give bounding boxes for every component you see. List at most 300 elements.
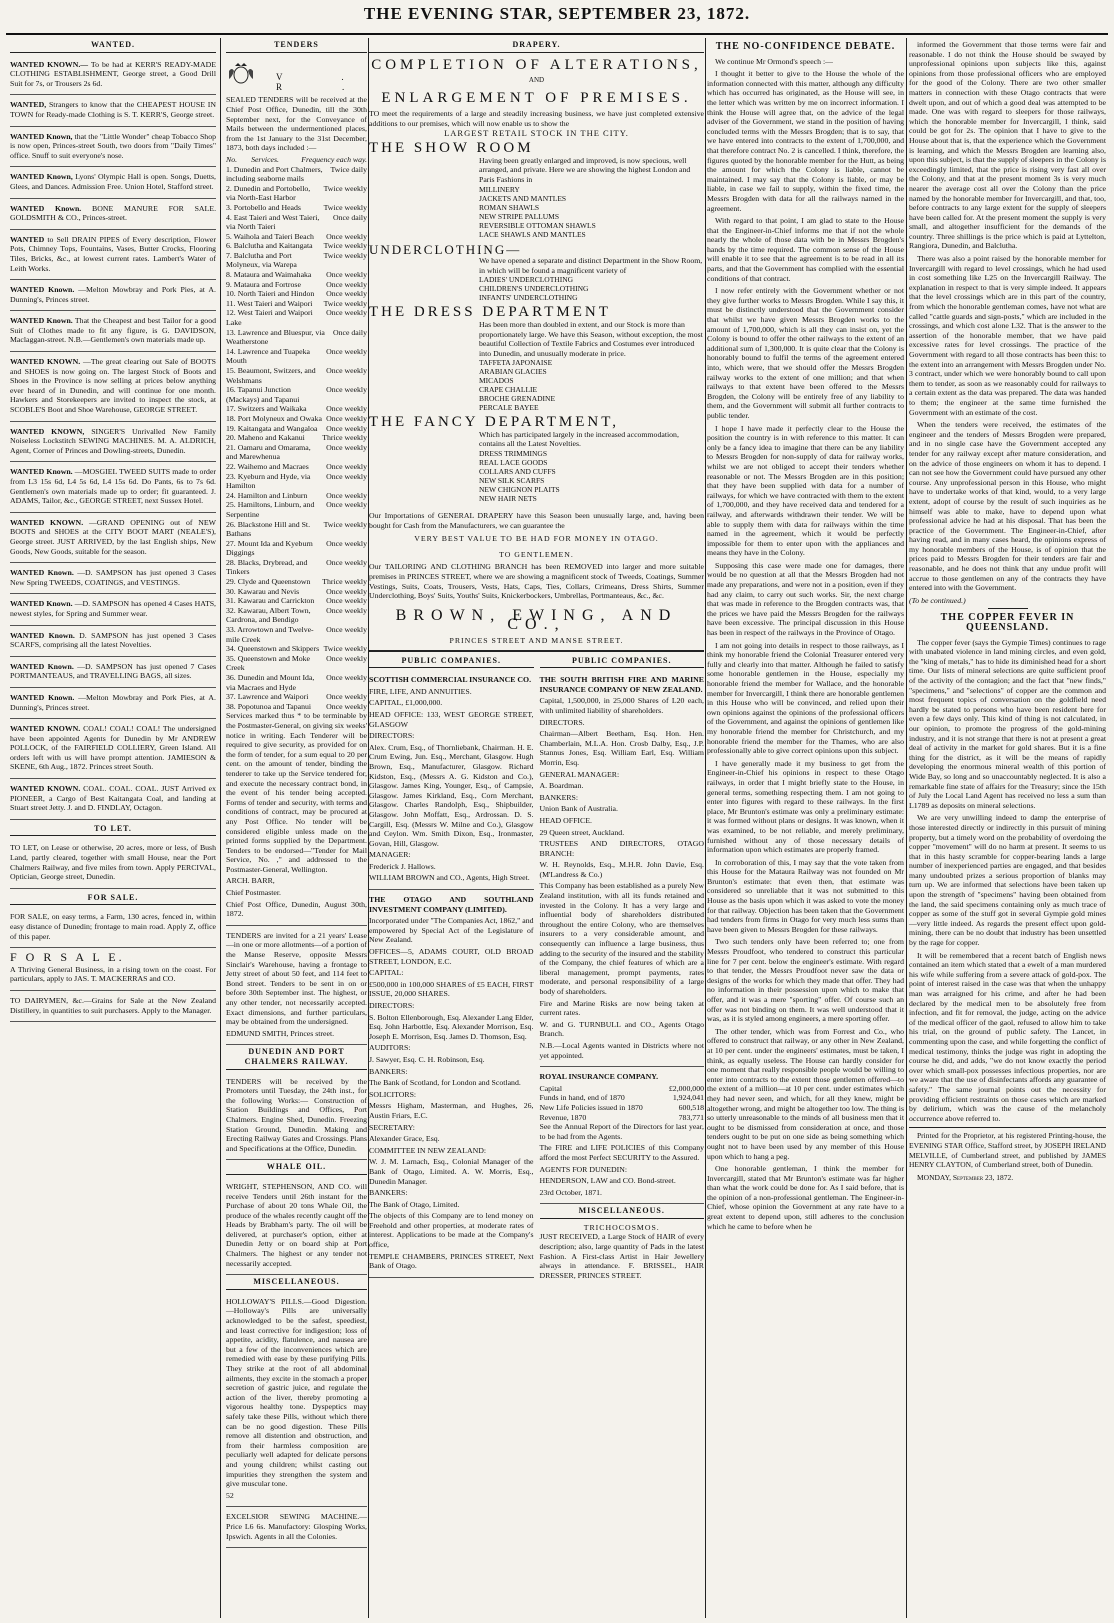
holloway-number: 52 bbox=[226, 1490, 234, 1500]
mail-route-row bbox=[226, 280, 367, 290]
osi-office: OFFICES—5, ADAMS COURT, OLD BROAD STREET, LONDON, E.C. bbox=[369, 947, 534, 966]
scottish-directors: Alex. Crum, Esq., of Thornliebank, Chairman. H. E. Crum Ewing, Jun. Esq., Merchant, Glasgow. Hugh Brown, Esq., Manufacturer, Glasgow. Richard Kidston, Esq., (Messrs A. G. Kidston and Co.), Glasgow. James King, Younger, Esq., of Campsie, Glasgow. James Kirkland, Esq., Corn Merchant, Glasgow. Charles Randolph, Esq., Shipbuilder, Glasgow. John Moffatt, Esq., Ardrossan. D. S. Cargill, Esq. (Messrs W. Milne and Co.), Glasgow and Ceylon. Wm. Smith Dixon, Esq., Ironmaster, Govan, Hill, Glasgow. bbox=[369, 742, 534, 848]
wanted-ad-text bbox=[10, 204, 216, 223]
article-paragraph: We are very unwilling indeed to damp the enterprise of those interested directly or indirectly in this pursuit of mining property, but a timely word on the probability of overdoing the copper "movement" will do no harm at present. It seems to us that in this hasty scramble for copper-bearing lands a large number of inexperienced parties are engaged, and that besides many undoubted prizes a serious proportion of blanks may turn up. We are informed that selections have been taken up upon the strength of "specimens" having been obtained from the land, the said specimens containing only as much trace of copper as some of the stuff got in several Gympie gold mines—very little indeed. As regards the present effect upon gold-mining, there can be no doubt that industry has been unsettled by the rage for copper. bbox=[909, 813, 1106, 948]
mail-route-frequency: Once weekly bbox=[326, 366, 367, 375]
section-header-whale-oil: WHALE OIL. bbox=[226, 1162, 367, 1175]
wanted-ad-body: —Melton Mowbray and Pork Pies, at A. Dunning's, Princes street. bbox=[10, 285, 216, 304]
section-header-misc: MISCELLANEOUS. bbox=[226, 1277, 367, 1290]
osi-secretary: Alexander Grace, Esq. bbox=[369, 1134, 440, 1144]
mail-route-service: 27. Mount Ida and Kyeburn Diggings bbox=[226, 538, 313, 558]
column-divider bbox=[906, 38, 907, 1618]
mail-route-service: 37. Lawrence and Waipori bbox=[226, 692, 309, 702]
mail-route-service: 19. Kaitangata and Wangaloa bbox=[226, 423, 318, 433]
column-continued bbox=[909, 40, 1106, 1616]
public-companies-left bbox=[369, 656, 534, 1281]
wanted-ad bbox=[10, 201, 216, 230]
drapery-intro: TO meet the requirements of a large and steadily increasing business, we have just completed extensive additions to our premises, which will now enable us to show the bbox=[369, 109, 704, 128]
wanted-ad-body: COAL. COAL. COAL. JUST Arrived ex PIONEER, a Cargo of Best Kaitangata Coal, and landing at Stuart street Jetty. J. and D. FINDLAY, Octagon. bbox=[10, 784, 216, 813]
mail-route-service: 10. North Taieri and Hindon bbox=[226, 289, 315, 299]
wanted-ad-caption: WANTED Known, bbox=[10, 131, 73, 141]
mail-route-frequency: Once weekly bbox=[326, 346, 367, 356]
sb-directors: Chairman—Albert Beetham, Esq. Hon. Hen. Chamberlain, M.L.A. Hon. Crosb Dalby, Esq., J.P. Stannus Jones, Esq. William Earl, Esq. William Morrin, Esq. bbox=[539, 729, 704, 767]
mail-route-frequency: Once weekly bbox=[326, 490, 367, 500]
dairymen-ad bbox=[10, 993, 216, 1022]
drapery-imports: Our Importations of GENERAL DRAPERY have this Season been unusually large, and, having been bought for Cash from the Manufacturers, we can guarantee the bbox=[369, 511, 704, 530]
mail-route-row bbox=[226, 539, 367, 558]
sb-title: THE SOUTH BRITISH FIRE AND MARINE INSURANCE COMPANY OF NEW ZEALAND. bbox=[539, 675, 704, 694]
article-paragraph: When the tenders were received, the estimates of the engineer and the tenders of Messrs Brogden were prepared, and in no single case have the Government accepted any tender for any railway except after mature consideration, and on the advice of those engineers on whom it has to depend. I can not see how the Government could have pursued any other course. Any unprofessional person in this House, who might have to undertake works of that kind, would, to a very large extent, adopt of course by the result of such inquiries as he himself was able to make, have to depend upon what professional advice he had at his disposal. That has been the practice of the Government. The Engineer-in-Chief, after having read, and in many cases heard, the opinions express of my honorable members of the House, is of opinion that the prices paid to Messrs Brogden for their tenders are fair and reasonable, and he does not think that any undue profit will accrue to those gentlemen on any of the contracts they have entered into with the Government. bbox=[909, 420, 1106, 593]
mail-route-row bbox=[226, 184, 367, 203]
mail-route-frequency: Once daily bbox=[333, 212, 367, 222]
wanted-ad-text bbox=[10, 235, 216, 273]
mail-route-service: 12. West Taieri and Waipori Lake bbox=[226, 308, 313, 328]
mail-route-row bbox=[226, 165, 367, 184]
forsale-business-text: A Thriving General Business, in a rising town on the coast. For particulars, apply to JAS. T. MACKERRAS and CO. bbox=[10, 964, 216, 984]
show-room-items bbox=[479, 185, 704, 239]
mail-route-service: 35. Queenstown and Moke Creek bbox=[226, 653, 311, 673]
divider bbox=[988, 608, 1028, 609]
mail-route-frequency: Once weekly bbox=[326, 413, 367, 423]
royal-figure-label: Revenue, 1870 bbox=[539, 1112, 587, 1122]
osi-objects: The objects of this Company are to lend money on Freehold and other properties, at moderate rates of interest. Applications to be made at the Company's office, bbox=[369, 1211, 534, 1250]
dress-item: BROCHE GRENADINE bbox=[479, 394, 556, 404]
lease-tender-signature: EDMUND SMITH, Princes street. bbox=[226, 1028, 335, 1038]
show-room-title: THE SHOW ROOM bbox=[369, 140, 534, 157]
article-paragraph: There was also a point raised by the honorable member for Invercargill with regard to level crossings, which he had used in cost something like L25 on the Invercargill Railway. The explanation in respect to that is very simple indeed. It appears that the level crossings which are in this part of the country, from which the honorable gentleman comes, have not what are called "cattle guards and sign-posts," which are included in the crossings, and which cost alone L32. That is the answer to the assertion of the honorable member, that we have paid excessive rates for level crossings. The practice of the Government with regard to all those contracts has been this: to the extent into an arrangement with Messrs Brogden under No. 3 contract, under which we were honorably bound to call upon them to tender, as soon as we reasonably could for railways to a certain extent as the data was prepared. The data was handed to them; the engineer at the same time furnished the Government with an estimate of the cost. bbox=[909, 254, 1106, 417]
osi-title: THE OTAGO AND SOUTHLAND INVESTMENT COMPANY (LIMITED). bbox=[369, 895, 534, 914]
wanted-ad-text bbox=[10, 784, 216, 813]
fancy-item: COLLARS AND CUFFS bbox=[479, 467, 556, 477]
mail-route-service: 2. Dunedin and Portobello, via North-East Harbor bbox=[226, 183, 311, 203]
article-paragraph: The copper fever (says the Gympie Times) continues to rage with unabated violence in land mining circles, and even gold, the "king of metals," has to hide its diminished head for a short time. Our lists of mineral selections are quite sufficient proof of the activity of the contagion; and the fact that "new finds," "specimens," and "selections" of copper are the common and most frequent topics of conversation on the goldfield need hardly be stated to persons who have been resident here for even a few days only. This kind of thing is not calculated, in our opinion, to promote the progress of the gold-mining industry, and it is not strange that there is not at present a great deal of activity in the market for gold shares. But it is a fine thing for the district, as it will be the means of rapidly developing the enormous mineral wealth of this portion of Wide Bay, so long and so unaccountably neglected. It is also a remarkable fine state of affairs for the Treasury; since the 15th of July the Local Land Agent has received no less a sum than L1789 as deposits on mineral selections. bbox=[909, 637, 1106, 810]
section-header-forsale: FOR SALE. bbox=[10, 893, 216, 906]
mail-route-row bbox=[226, 251, 367, 270]
masthead-rule bbox=[6, 33, 1108, 35]
mail-route-service: 7. Balclutha and Port Molyneux, via Warepa bbox=[226, 250, 297, 270]
mail-route-service: 1. Dunedin and Port Chalmers, including seaborne mails bbox=[226, 164, 323, 184]
mail-table-head-no: No. bbox=[226, 154, 238, 164]
dress-item: ARABIAN GLACIES bbox=[479, 367, 547, 377]
mail-route-service: 9. Mataura and Fortrose bbox=[226, 279, 301, 289]
royal-agents: HENDERSON, LAW and CO. Bond-street. bbox=[539, 1176, 676, 1186]
wanted-ad-body: —Melton Mowbray and Pork Pies, at A. Dunning's, Princes street. bbox=[10, 692, 216, 712]
mail-route-row bbox=[226, 241, 367, 251]
wanted-ad-text bbox=[10, 60, 216, 89]
mail-tender-intro: SEALED TENDERS will be received at the Chief Post Office, Dunedin, till the 30th September next, for the Conveyance of Mails between the undermentioned places, from the 1st January to the 31st December, 1873, both days included :— bbox=[226, 95, 367, 153]
tolet-text: TO LET, on Lease or otherwise, 20 acres, more or less, of Bush Land, partly cleared, together with small House, near the Port Chalmers Railway, and five miles from town. Apply PERCIVAL, Optician, George street, Dunedin. bbox=[10, 843, 216, 882]
show-room-text: Having been greatly enlarged and improved, is now specious, well arranged, and private. Here we are showing the highest London and Paris Fashions in bbox=[479, 155, 691, 184]
wanted-ad-caption: WANTED Known. bbox=[10, 467, 73, 477]
osi-solicitors-heading: SOLICITORS: bbox=[369, 1089, 417, 1099]
mail-route-row bbox=[226, 404, 367, 414]
mail-route-frequency: Once weekly bbox=[326, 625, 367, 635]
royal-figure-row bbox=[540, 1103, 705, 1113]
mail-tender-ad bbox=[226, 92, 367, 925]
mail-route-frequency: Once weekly bbox=[326, 500, 367, 510]
sb-directors-heading: DIRECTORS. bbox=[539, 717, 585, 727]
postmaster-date: Chief Post Office, Dunedin, August 30th, 1872. bbox=[226, 899, 367, 919]
royal-crest-icon bbox=[226, 61, 256, 85]
osi-auditors-heading: AUDITORS: bbox=[369, 1043, 411, 1053]
mail-route-frequency: Once weekly bbox=[326, 404, 367, 414]
forsale-ad bbox=[10, 909, 216, 948]
mail-route-row bbox=[226, 587, 367, 597]
scottish-capital: CAPITAL, £1,000,000. bbox=[369, 698, 443, 708]
royal-figure-label: Funds in hand, end of 1870 bbox=[539, 1093, 625, 1103]
fancy-item: REAL LACE GOODS bbox=[479, 458, 548, 468]
article-paragraph: Supposing this case were made one for damages, there would be no question at all that the Messrs Brogden had not made any preparations, and were not in a position, even if they had any claim, to carry out such works. Sir, the next charge that was made in reference to the Brogden contracts was, that the prices we have paid the Messrs Brogden for the railways have been excessive. The principal discussion in this House has been in respect of the railways in the Province of Otago. bbox=[707, 560, 904, 638]
mail-route-row bbox=[226, 328, 367, 347]
mail-route-row bbox=[226, 299, 367, 309]
south-british-ad bbox=[540, 672, 705, 1067]
sb-rates: Fire and Marine Risks are now being taken at current rates. bbox=[539, 998, 704, 1018]
wanted-ad-body: —GRAND OPENING out of NEW BOOTS and SHOES at the CITY BOOT MART (NEALE'S), George street. JUST ARRIVED, by the last English ships, New Goods, New Goods, suitable for the season. bbox=[10, 517, 217, 556]
article-title-copper-fever: THE COPPER FEVER IN QUEENSLAND. bbox=[940, 612, 1075, 634]
mail-route-row bbox=[226, 443, 367, 462]
osi-address: TEMPLE CHAMBERS, PRINCES STREET, Next Bank of Otago. bbox=[369, 1251, 534, 1271]
mail-route-service: 34. Queenstown and Skippers bbox=[226, 644, 320, 654]
mail-route-service: 24. Hamilton and Linburn bbox=[226, 490, 308, 500]
scottish-insurance-ad bbox=[369, 672, 534, 890]
mail-route-row bbox=[226, 673, 367, 692]
railway-tender-ad bbox=[226, 1074, 367, 1161]
wanted-ad bbox=[10, 282, 216, 311]
mail-route-service: 20. Maheno and Kakanui bbox=[226, 433, 305, 443]
dress-department-items bbox=[479, 358, 704, 412]
wanted-ad-caption: WANTED Known. bbox=[10, 599, 73, 609]
fancy-item: NEW HAIR NETS bbox=[479, 494, 537, 504]
mail-route-frequency: Thrice weekly bbox=[322, 577, 367, 587]
osi-capital-heading: CAPITAL: bbox=[369, 968, 404, 978]
drapery-firm-name: BROWN, EWING, AND CO., bbox=[395, 606, 678, 634]
sb-trustees-heading: TRUSTEES AND DIRECTORS, OTAGO BRANCH: bbox=[539, 839, 704, 858]
underclothing-item: CHILDREN'S UNDERCLOTHING bbox=[479, 284, 589, 294]
underclothing-item: INFANTS' UNDERCLOTHING bbox=[479, 293, 578, 303]
mail-route-frequency: Once weekly bbox=[326, 308, 367, 318]
wanted-ad bbox=[10, 628, 216, 657]
imprint bbox=[909, 1127, 1106, 1182]
dress-department-text: Has been more than doubled in extent, and our Stock is more than proportionately large. We have this Season, without exception, the most beautiful Collection of Textile Fabrics and Costumes ever introduced into Dunedin, and unusually moderate in price. bbox=[479, 319, 703, 358]
drapery-title-and: AND bbox=[528, 76, 545, 85]
masthead: THE EVENING STAR, SEPTEMBER 23, 1872. bbox=[363, 4, 751, 23]
to-be-continued: (To be continued.) bbox=[909, 595, 966, 605]
mail-route-row bbox=[226, 232, 367, 242]
article-paragraph: I am not going into details in respect to those railways, as I think my honorable friend the Colonial Treasurer entered very fully and clearly into that matter. Although he failed to satisfy some honorable gentlemen in the House, especially my honorable friend the member for Wallace, and the honorable member for Invercargill, I think there are honorable gentlemen in this House who will be convinced, and relied upon their own opinions against the opinions of the professional officers of the Government, and against the opinions of gentlemen like my honorable friend the member for Christchurch, and my honorable friend the member for the Thames, who are also professionally able to give correct opinions upon this subject. bbox=[707, 640, 904, 756]
drapery-largest-stock: LARGEST RETAIL STOCK IN THE CITY. bbox=[444, 127, 629, 138]
mail-route-row bbox=[226, 644, 367, 654]
royal-figure-row bbox=[540, 1113, 705, 1123]
show-room-item: ROMAN SHAWLS bbox=[479, 202, 540, 212]
wanted-ad-text bbox=[10, 631, 216, 650]
royal-figure-value: 783,771 bbox=[678, 1112, 704, 1122]
section-header-tolet: TO LET. bbox=[10, 824, 216, 837]
article-body-continued bbox=[909, 40, 1106, 593]
wanted-ad-caption: WANTED Known. bbox=[10, 630, 75, 640]
fancy-item: NEW SILK SCARFS bbox=[479, 476, 545, 486]
mail-route-service: 18. Port Molyneux and Owaka bbox=[226, 413, 322, 423]
fancy-department-text: Which has participated largely in the increased accommodation, contains all the Latest Novelties. bbox=[479, 429, 679, 449]
section-header-railway: DUNEDIN AND PORT CHALMERS RAILWAY. bbox=[226, 1047, 367, 1069]
scottish-office: HEAD OFFICE: 133, WEST GEORGE STREET, GLASGOW bbox=[369, 709, 534, 729]
osi-bankers-heading: BANKERS: bbox=[369, 1066, 408, 1076]
mail-route-row bbox=[226, 491, 367, 501]
mail-route-service: 26. Blackstone Hill and St. Bathans bbox=[226, 519, 311, 539]
wanted-ad-body: BONE MANURE FOR SALE. GOLDSMITH & CO., Princes-street. bbox=[10, 203, 217, 223]
mail-route-frequency: Thrice weekly bbox=[322, 433, 367, 443]
wanted-ad-body: COAL! COAL! COAL! The undersigned have been appointed Agents for Dunedin by Mr ANDREW POLLOCK, of the FAIRFIELD COLLIERY, Green Island. All orders left with us will have prompt attention. JAMIESON & SKENE, 6th Aug., 1872. Princes street South. bbox=[10, 724, 217, 772]
wanted-ad-caption: WANTED Known. bbox=[10, 692, 75, 702]
column-divider bbox=[220, 38, 221, 1618]
royal-figure-row bbox=[540, 1084, 705, 1094]
dress-item: PERCALE BAYEE bbox=[479, 403, 539, 413]
mail-route-row bbox=[226, 500, 367, 519]
railway-tender-text: TENDERS will be received by the Promoters until Tuesday, the 24th inst., for the following Works:— Construction of Station Buildings and Offices, Port Chalmers. Engine Shed, Dunedin. Freezing Station Ground, Dunedin. Making and Erecting Railway Gates and Crossings. Plans and Specifications at the Office, Dunedin. bbox=[226, 1076, 367, 1153]
article-paragraph: The other tender, which was from Forrest and Co., who offered to construct that railway, or any other in New Zealand, at 10 per cent. under the engineers' estimates, must be taken, I think, as equally useless. The House can hardly consider for one moment that really responsible people would be willing to enter into contracts to the extent those gentlemen offered—to the extent of a million—at 10 per cent. under estimates which they had never seen, and which, for all they knew, might be altogether wrong, and might be altogether too low. The thing is so utterly unreasonable to the minds of all business men that it ought to be dismissed from consideration at once, and those tenders ought to be put on one side as being something which ought not to have been used by any member of this House upon which to hang a peg. bbox=[707, 1026, 904, 1161]
article-intro: We continue Mr Ormond's speech :— bbox=[715, 56, 833, 66]
wanted-ad-body: That the Cheapest and best Tailor for a good Suit of Clothes made to fit any figure, is G. DAVIDSON, Maclaggan-street. N.B.—Gentlemen's own materials made up. bbox=[10, 316, 216, 345]
mail-route-frequency: Twice weekly bbox=[323, 298, 367, 308]
fancy-department-title: THE FANCY DEPARTMENT, bbox=[369, 414, 620, 431]
underclothing-items bbox=[479, 275, 704, 302]
excelsior-ad bbox=[226, 1509, 367, 1548]
mail-route-row bbox=[226, 414, 367, 424]
mail-route-frequency: Once weekly bbox=[326, 442, 367, 452]
royal-figure-value: £2,000,000 bbox=[668, 1083, 704, 1093]
section-header-public-companies-left: PUBLIC COMPANIES. bbox=[369, 656, 534, 669]
imprint-date: MONDAY, September 23, 1872. bbox=[917, 1172, 1014, 1182]
wanted-ad-caption: WANTED Known. bbox=[10, 203, 82, 213]
wanted-ad-text bbox=[10, 132, 216, 161]
article-paragraph: In corroboration of this, I may say that the vote taken from this House for the Mataura Railway was not founded on Mr Brunton's estimate: that even then, that estimate was considered so unreliable that it was not submitted to this House as the basis upon which it was asked to vote the money for that railway. Objection has been taken that the Government had tenders from firms in Otago for very much less sums than have been given to Messrs Brogden for these railways. bbox=[707, 857, 904, 934]
mail-route-service: 6. Balclutha and Kaitangata bbox=[226, 241, 313, 251]
public-companies bbox=[369, 656, 704, 1281]
mail-route-frequency: Once weekly bbox=[326, 385, 367, 395]
osi-nz-bankers-heading: BANKERS: bbox=[369, 1188, 408, 1198]
mail-route-row bbox=[226, 213, 367, 232]
forsale-business-title: F O R S A L E. bbox=[10, 950, 125, 965]
royal-report: See the Annual Report of the Directors for last year, to be had from the Agents. bbox=[539, 1122, 704, 1141]
royal-figures bbox=[540, 1084, 705, 1122]
wanted-ad-text bbox=[10, 599, 216, 618]
mail-route-row bbox=[226, 606, 367, 625]
tolet-ad bbox=[10, 840, 216, 888]
mail-route-row bbox=[226, 366, 367, 385]
mail-route-frequency: Once weekly bbox=[326, 231, 367, 241]
mail-route-service: 3. Portobello and Heads bbox=[226, 202, 301, 212]
column-divider bbox=[705, 38, 706, 1618]
mail-route-row bbox=[226, 424, 367, 434]
mail-route-service: 29. Clyde and Queenstown bbox=[226, 577, 311, 587]
imprint-text: Printed for the Proprietor, at his registered Printing-house, the EVENING STAR Office, Stafford street, by JOSEPH IRELAND MELVILLE, of Cumberland street, and published by JAMES HENRY CLAYTON, of Cumberland street, both of Dunedin. bbox=[909, 1131, 1106, 1170]
drapery-title-enlargement: ENLARGEMENT OF PREMISES. bbox=[381, 89, 692, 106]
otago-investment-ad bbox=[369, 892, 534, 1278]
section-header-misc-2: MISCELLANEOUS. bbox=[540, 1206, 705, 1219]
show-room-item: MILLINERY bbox=[479, 184, 520, 194]
mail-route-row bbox=[226, 308, 367, 327]
column-wanted bbox=[10, 40, 216, 1616]
holloway-text: HOLLOWAY'S PILLS.—Good Digestion.—Holloway's Pills are universally acknowledged to be the safest, speediest, and least corrective for indigestion; loss of appetite, acidity, flatulence, and nausea are but a few of the inconveniences which are remedied with ease by these purifying Pills. They strike at the root of all abdominal ailments, they excite in the stomach a proper secretion of gastric juice, and regulate the action of the liver, thereby promoting a vigorous healthy tone. Dyspeptics may safely take these Pills, without which there can be no good digestion. These Pills remove all distention and obstruction, and from their harmless composition are peculiarly well adapted for delicate persons and young children; whilst casting out impurities they strengthen the system and give muscular tone. bbox=[226, 1296, 367, 1489]
drapery-best-value: VERY BEST VALUE TO BE HAD FOR MONEY IN OTAGO. bbox=[414, 534, 659, 544]
mail-route-frequency: Once weekly bbox=[326, 653, 367, 663]
mail-route-frequency: Twice weekly bbox=[323, 519, 367, 529]
sb-agents: W. and G. TURNBULL and CO., Agents Otago Branch. bbox=[539, 1019, 704, 1039]
mail-route-frequency: Once weekly bbox=[326, 423, 367, 433]
wanted-ad-text bbox=[10, 568, 216, 587]
mail-table-head-services: Services. bbox=[251, 154, 280, 164]
wanted-ad-caption: WANTED Known. bbox=[10, 661, 74, 671]
mail-route-row bbox=[226, 596, 367, 606]
wanted-ad-body: Strangers to know that the CHEAPEST HOUSE IN TOWN for Ready-made Clothing is S. T. KERR'S, George street. bbox=[10, 100, 216, 119]
osi-solicitors: Messrs Higham, Masterman, and Hughes, 26, Austin Friars, E.C. bbox=[369, 1101, 534, 1120]
underclothing-item: LADIES' UNDERCLOTHING bbox=[479, 275, 574, 285]
royal-date: 23rd October, 1871. bbox=[539, 1187, 602, 1197]
wanted-ad-body: —D. SAMPSON has opened 4 Cases HATS, newest styles, for Spring and Summer wear. bbox=[10, 599, 217, 618]
osi-committee: W. J. M. Larnach, Esq., Colonial Manager of the Bank of Otago, Limited. A. W. Morris, Esq., Dunedin Manager. bbox=[369, 1157, 534, 1186]
wanted-ad-caption: WANTED KNOWN. bbox=[10, 724, 81, 734]
sb-trustees: W. H. Reynolds, Esq., M.H.R. John Davie, Esq. (M'Landress & Co.) bbox=[539, 860, 704, 879]
wanted-ad-text bbox=[10, 724, 216, 772]
wanted-ad-body: D. SAMPSON has just opened 3 Cases SCARFS, comprising all the latest Novelties. bbox=[10, 630, 217, 650]
mail-route-row bbox=[226, 347, 367, 366]
mail-route-service: 23. Kyeburn and Hyde, via Hamilton bbox=[226, 471, 311, 491]
sb-manager-heading: GENERAL MANAGER: bbox=[539, 769, 620, 779]
article-paragraph: informed the Government that those terms were fair and reasonable. I do not think the House should be swayed by unprofessional opinions upon subjects like this, against opinions from those professional officers who are employed for the good of the Colony. There are two other smaller matters in connection with these Otago contracts that were dwelt upon, and out of which a good deal was attempted to be made. One was with regard to sleepers for those railways, which the honorable member for Invercargill, I think, said could be got for 2s. The opinion that I have to give to the House about that is, that the experience which the Government is learning, and which the Messrs Brogden are learning also, upon this subject, is that the supply of sleepers in the Colony is exceedingly limited, that the price is rising very fast all over the Colony, and that at the present moment 3s is very much nearer the average cost all over the Colony than the price named by the honorable member for Invercargill, and that, too, before contracts to any large extent for the supply of sleepers have been called for. At the present moment the supply is very small, and altogether insufficient for the demands of the country. Three shillings is the price which is paid at Lyttelton, Rangiora, Dunedin, and Balclutha. bbox=[909, 40, 1106, 251]
mail-route-frequency: Once weekly bbox=[326, 673, 367, 682]
wanted-ad bbox=[10, 781, 216, 820]
royal-title: ROYAL INSURANCE COMPANY. bbox=[539, 1072, 659, 1082]
show-room-item: REVERSIBLE OTTOMAN SHAWLS bbox=[479, 220, 596, 230]
wanted-ad-caption: WANTED bbox=[10, 234, 45, 244]
royal-figure-row bbox=[540, 1093, 705, 1103]
section-header-tenders: TENDERS bbox=[226, 40, 367, 53]
drapery-title-completion: COMPLETION OF ALTERATIONS, bbox=[371, 56, 702, 73]
mail-route-frequency: Twice weekly bbox=[323, 241, 367, 251]
wanted-ad bbox=[10, 313, 216, 352]
article-paragraph: With regard to that point, I am glad to state to the House that the Engineer-in-Chief informs me that if not the whole nearly the whole of those data with be in Messrs Brogden's hands by the time required. The common sense of the House will enable it to see that the agreement is to be read in all its parts, and that the Government has complied with the essential conditions of that contract. bbox=[707, 216, 904, 283]
royal-insurance-ad bbox=[540, 1069, 705, 1204]
sb-office: 29 Queen street, Auckland. bbox=[539, 827, 625, 837]
wanted-ad bbox=[10, 565, 216, 594]
mail-route-service: 16. Tapanui Junction (Mackays) and Tapanui bbox=[226, 385, 300, 404]
mail-route-service: 33. Arrowtown and Twelve-mile Creek bbox=[226, 625, 314, 644]
mail-route-frequency: Once weekly bbox=[326, 289, 367, 299]
wanted-ad-text bbox=[10, 662, 216, 681]
wanted-ad bbox=[10, 515, 216, 563]
wanted-ad bbox=[10, 129, 216, 168]
dairymen-text: TO DAIRYMEN, &c.—Grains for Sale at the New Zealand Distillery, in quantities to suit purchasers. Apply to the Manager. bbox=[10, 995, 216, 1015]
mail-route-row bbox=[226, 520, 367, 539]
holloway-ad bbox=[226, 1294, 367, 1507]
section-header-wanted: WANTED. bbox=[10, 40, 216, 53]
wanted-ad-body: —The great clearing out Sale of BOOTS and SHOES is now going on. The largest Stock of Boots and Shoes in the Province is now selling at prices below anything ever heard of in Dunedin, and will continue for one month. Hawkers and Storekeepers are invited to inspect the stock, at SCOBLE'S Boot and Shoe Warehouse, GEORGE STREET. bbox=[10, 357, 217, 415]
wanted-ad-body: to Sell DRAIN PIPES of Every description, Flower Pots, Chimney Tops, Fountains, Vases, Butter Crocks, Flooring Tiles, Bricks, &c., at lowest current rates. Lambert's Water of Leith Works. bbox=[10, 234, 216, 273]
wanted-ad bbox=[10, 232, 216, 280]
sb-text: This Company has been established as a purely New Zealand institution, with all its funds retained and invested in the Colony. It has a very large and influential body of shareholders distributed throughout the entire Colony, who are themselves insurers to a very considerable amount, and consequently can influence a large business, thus adding to the security of the insured and the stability of the Company, the chief features of which are a liberal management, prompt payments, rates moderate, and personal responsibility of a large body of shareholders. bbox=[539, 881, 704, 996]
osi-capital: £500,000 in 100,000 SHARES of £5 EACH, FIRST ISSUE, 20,000 SHARES. bbox=[369, 979, 534, 999]
mail-route-frequency: Once weekly bbox=[326, 701, 367, 711]
scottish-manager: Frederick J. Hallows. bbox=[369, 861, 436, 871]
wanted-ad bbox=[10, 596, 216, 625]
whale-oil-ad bbox=[226, 1179, 367, 1275]
postmaster-title: Chief Postmaster. bbox=[226, 888, 282, 898]
mail-route-service: 17. Switzers and Waikaka bbox=[226, 404, 307, 414]
mail-route-service: 14. Lawrence and Tuapeka Mouth bbox=[226, 346, 311, 366]
trichocosmos-text: JUST RECEIVED, a Large Stock of HAIR of every description; also, large quantity of Pads in the latest Fashion. A First-class Artist in Hair Jewellery always in attendance. F. BRISSEL, HAIR DRESSER, PRINCES STREET. bbox=[539, 1232, 704, 1280]
sb-bankers: Union Bank of Australia. bbox=[539, 804, 618, 814]
mail-table-header bbox=[226, 155, 367, 165]
osi-directors-heading: DIRECTORS: bbox=[369, 1001, 415, 1010]
column-no-confidence bbox=[707, 40, 904, 1616]
wanted-ad-caption: WANTED KNOWN. bbox=[10, 784, 81, 794]
mail-route-row bbox=[226, 654, 367, 673]
wanted-ad-text bbox=[10, 357, 216, 415]
mail-route-row bbox=[226, 289, 367, 299]
sb-manager: A. Boardman. bbox=[539, 781, 584, 791]
osi-directors: S. Bolton Ellenborough, Esq. Alexander Lang Elder, Esq. John Harbottle, Esq. Alexander Morrison, Esq. Joseph E. Morrison, Esq. James D. Thomson, Esq. bbox=[369, 1012, 534, 1041]
lease-tender-ad bbox=[226, 928, 367, 1046]
mail-route-frequency: Once weekly bbox=[326, 538, 367, 548]
mail-route-frequency: Once weekly bbox=[326, 596, 367, 606]
mail-route-frequency: Once weekly bbox=[326, 461, 367, 471]
mail-route-service: 25. Hamiltons, Linburn, and Serpentine bbox=[226, 500, 315, 519]
wanted-ad bbox=[10, 659, 216, 688]
sb-capital: Capital, 1,500,000, in 25,000 Shares of L20 each, with unlimited liability of shareholders. bbox=[539, 696, 704, 715]
show-room-item: JACKETS AND MANTLES bbox=[479, 193, 567, 203]
mail-route-row bbox=[226, 462, 367, 472]
article-paragraph: I thought it better to give to the House the whole of the information connected with this matter, although any difficulty which has occurred has originated, as the House will see, in the letter which was written by me on incorrect information. I think the House will agree that, on the advice of the legal adviser of the Government, we stand in the position of having concluded terms with the Messrs Brogden; that is to say, that we have entered into contracts to the extent of 1,700,000, and that therefore contract No. 2 is cancelled. I think, therefore, the figures quoted by the honorable member for the Hutt, as being the amount for which the Colony is liable, cannot be maintained. I may say that the Colony is liable, or may be liable, in case we fail to supply, within the fixed time, the Messrs Brogden with data for all the railways named in the agreement. bbox=[707, 69, 904, 213]
mail-route-frequency: Twice weekly bbox=[323, 644, 367, 654]
mail-route-frequency: Once daily bbox=[333, 327, 367, 337]
mail-route-frequency: Once weekly bbox=[326, 692, 367, 702]
scottish-directors-heading: DIRECTORS: bbox=[369, 731, 415, 741]
mail-route-service: 31. Kawarau and Carrickton bbox=[226, 596, 315, 606]
mail-route-row bbox=[226, 433, 367, 443]
scottish-manager-heading: MANAGER: bbox=[369, 850, 411, 860]
article-body bbox=[707, 69, 904, 1231]
mail-route-frequency: Once weekly bbox=[326, 557, 367, 567]
wanted-ad bbox=[10, 721, 216, 779]
mail-route-frequency: Once weekly bbox=[326, 279, 367, 289]
mail-route-row bbox=[226, 558, 367, 577]
wanted-ad bbox=[10, 424, 216, 463]
wanted-ad-body: that the "Little Wonder" cheap Tobacco Shop is now open, Princes-street South, two doors from "Daily Times" office. Snuff to suit everyone's nose. bbox=[10, 131, 216, 160]
wanted-ad-caption: WANTED KNOWN. bbox=[10, 517, 84, 527]
postmaster-signature: ARCH. BARR, bbox=[226, 876, 275, 886]
royal-figure-label: New Life Policies issued in 1870 bbox=[539, 1102, 643, 1112]
mail-route-service: 30. Kawarau and Nevis bbox=[226, 586, 300, 596]
wanted-ad bbox=[10, 464, 216, 512]
osi-incorporation: Incorporated under "The Companies Act, 1862," and empowered by Special Act of the Legislature of New Zealand. bbox=[369, 916, 534, 945]
wanted-ad-text bbox=[10, 693, 216, 712]
wanted-ad-caption: WANTED KNOWN, bbox=[10, 426, 85, 436]
royal-agents-heading: AGENTS FOR DUNEDIN: bbox=[539, 1164, 627, 1174]
mail-route-frequency: Twice weekly bbox=[323, 202, 367, 212]
show-room-item: NEW STRIPE PALLUMS bbox=[479, 211, 560, 221]
mail-route-row bbox=[226, 625, 367, 644]
mail-route-row bbox=[226, 577, 367, 587]
wanted-ad-caption: WANTED Known, bbox=[10, 172, 73, 182]
scottish-subtitle: FIRE, LIFE, AND ANNUITIES. bbox=[369, 686, 472, 696]
wanted-ad-body: SINGER'S Unrivalled New Family Noiseless Lockstitch SEWING MACHINES. M. A. ALDRICH, Agent, Corner of Princes and Dowling-streets, Dunedin. bbox=[10, 426, 217, 455]
mail-route-frequency: Twice daily bbox=[330, 164, 367, 174]
osi-bankers: The Bank of Scotland, for London and Scotland. bbox=[369, 1078, 521, 1088]
wanted-ad-caption: WANTED Known. bbox=[10, 316, 73, 326]
show-room-item: LACE SHAWLS AND MANTLES bbox=[479, 229, 586, 239]
excelsior-text: EXCELSIOR SEWING MACHINE.— Price L6 6s. Manufactory: Glosping Works, Ipswich. Agents in all the Colonies. bbox=[226, 1512, 367, 1541]
lease-tender-text: TENDERS are invited for a 21 years' Lease—in one or more allotments—of a portion of the Manse Reserve, opposite Messrs Sinclair's Warehouse, having a frontage to Jetty street of about 50 feet, and 114 feet to Bond street. Tenders to be sent in on or before 30th September inst. The highest, or any other tender, not necessarily accepted. Exact dimensions, and further particulars, may be obtained from the undersigned. bbox=[226, 930, 367, 1027]
wanted-ad bbox=[10, 354, 216, 422]
